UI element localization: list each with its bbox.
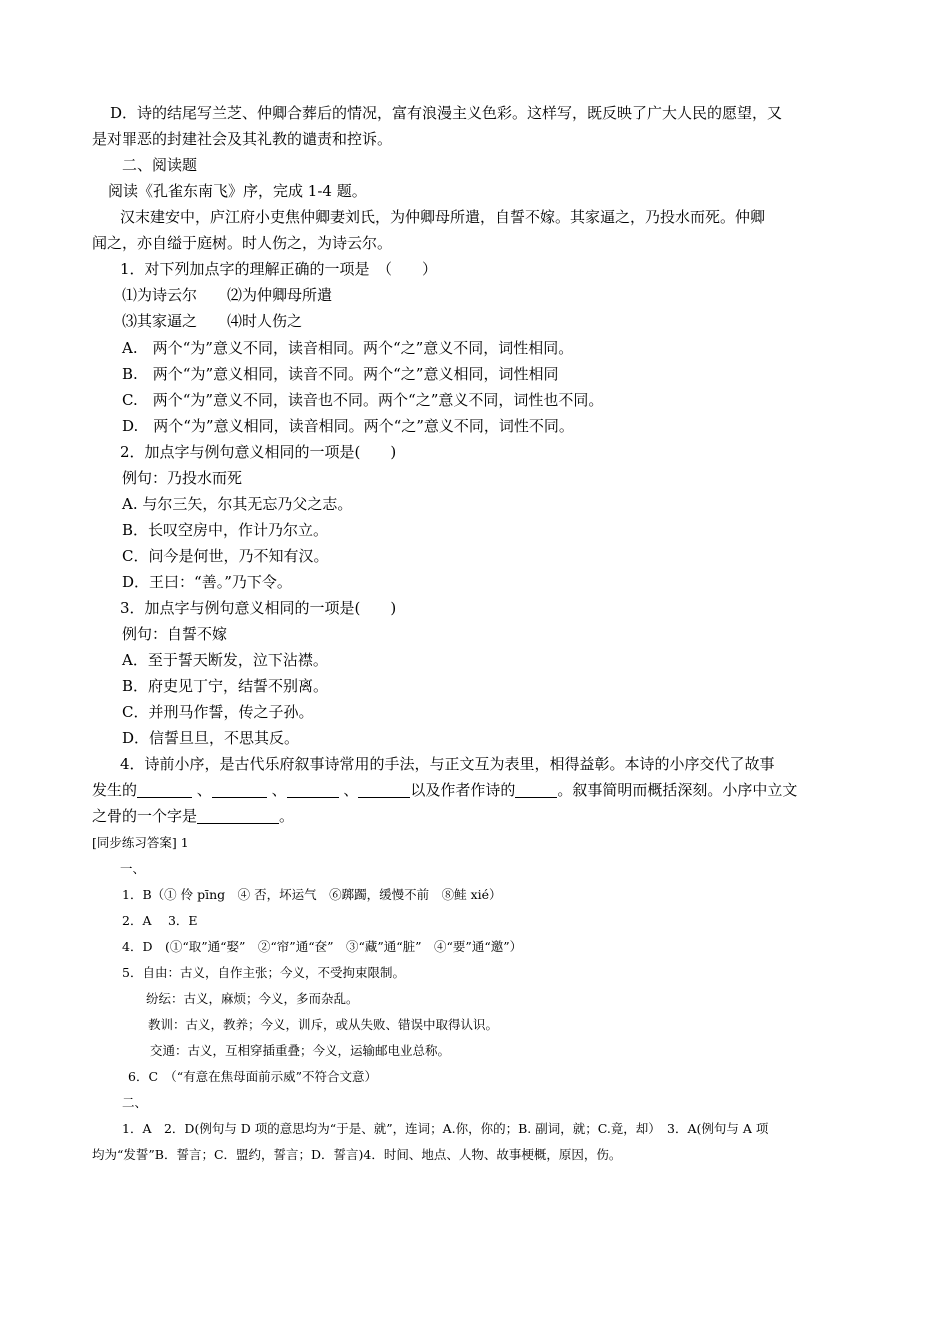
- question-2-option-c: C．问今是何世，乃不知有汉。: [122, 547, 329, 565]
- q4-line3-end: 。: [279, 807, 295, 825]
- question-2-option-a: A. 与尔三矢，尔其无忘乃父之志。: [122, 495, 353, 513]
- question-2-option-d: D．王曰：“善。”乃下令。: [122, 573, 292, 591]
- q4-text-start: 发生的: [92, 781, 138, 799]
- question-3-option-a: A．至于誓天断发，泣下沾襟。: [122, 651, 328, 669]
- question-2-stem: 2．加点字与例句意义相同的一项是( ): [120, 443, 397, 461]
- option-d-line1: D．诗的结尾写兰芝、仲卿合葬后的情况，富有浪漫主义色彩。这样写，既反映了广大人民的愿望，又: [110, 104, 783, 122]
- answer-4: 4．D (①“取”通“娶” ②“帘”通“奁” ③“藏”通“脏” ④“要”通“邀”）: [122, 939, 523, 954]
- q4-text-mid: 以及作者作诗的: [410, 781, 516, 799]
- option-d-line2: 是对罪恶的封建社会及其礼教的谴责和控诉。: [92, 130, 393, 148]
- question-1-stem: 1．对下列加点字的理解正确的一项是 （ ）: [120, 260, 438, 278]
- answer-blank-5[interactable]: [515, 783, 557, 798]
- q4-separator-2: 、: [271, 781, 287, 799]
- answer-5-line2: 纷纭：古义，麻烦；今义，多而杂乱。: [146, 991, 359, 1006]
- answer-2-3: 2．A 3．E: [122, 913, 198, 928]
- answer-blank-2[interactable]: [212, 783, 267, 798]
- question-3-option-c: C．并刑马作誓，传之子孙。: [122, 703, 314, 721]
- question-1-items-row2: ⑶其家逼之 ⑷时人伤之: [122, 312, 303, 330]
- answers-part2-line2: 均为“发誓”B．誓言；C．盟约，誓言；D．誓言)4．时间、地点、人物、故事梗概，原因，伤。: [92, 1147, 622, 1162]
- question-4-line3: [92, 806, 294, 826]
- q4-separator-1: 、: [196, 781, 212, 799]
- passage-line2: 闻之，亦自缢于庭树。时人伤之，为诗云尔。: [92, 234, 393, 252]
- answers-part2-line1: 1．A 2．D(例句与 D 项的意思均为“于是、就”，连词；A.你，你的；B. 副词，就；C.竟，却） 3．A(例句与 A 项: [122, 1121, 769, 1136]
- question-2-option-b: B．长叹空房中，作计乃尔立。: [122, 521, 329, 539]
- q4-line3-start: 之骨的一个字是: [92, 807, 198, 825]
- q4-separator-3: 、: [343, 781, 359, 799]
- answer-blank-1[interactable]: [137, 783, 192, 798]
- question-3-option-d: D．信誓旦旦，不思其反。: [122, 729, 300, 747]
- answer-1: 1．B（① 伶 pīng ④ 否，坏运气 ⑥踯躅，缓慢不前 ⑧鲑 xié）: [122, 887, 502, 902]
- question-3-stem: 3．加点字与例句意义相同的一项是( ): [120, 599, 397, 617]
- section-heading-reading: 二、阅读题: [122, 156, 198, 174]
- answer-6: 6．C （“有意在焦母面前示威”不符合文意）: [128, 1069, 378, 1084]
- passage-line1: 汉末建安中，庐江府小吏焦仲卿妻刘氏，为仲卿母所遣，自誓不嫁。其家逼之，乃投水而死。仲卿: [120, 208, 766, 226]
- question-1-option-a: A. 两个“为”意义不同，读音相同。两个“之”意义不同，词性相同。: [122, 339, 574, 357]
- q4-text-end: 。叙事简明而概括深刻。小序中立文: [557, 781, 798, 799]
- question-4-line2: [92, 780, 797, 800]
- question-3-example: 例句：自誓不嫁: [122, 625, 228, 643]
- answer-blank-4[interactable]: [358, 783, 410, 798]
- answers-section-1: 一、: [120, 861, 146, 876]
- question-4-line1: 4．诗前小序，是古代乐府叙事诗常用的手法，与正文互为表里，相得益彰。本诗的小序交代了故事: [120, 755, 775, 773]
- answer-5-line1: 5．自由：古义，自作主张；今义，不受拘束限制。: [122, 965, 405, 980]
- answers-section-2: 二、: [122, 1095, 148, 1110]
- question-1-option-b: B. 两个“为”意义相同，读音不同。两个“之”意义相同，词性相同: [122, 365, 559, 383]
- question-1-option-c: C. 两个“为”意义不同，读音也不同。两个“之”意义不同，词性也不同。: [122, 391, 604, 409]
- answers-title: [同步练习答案] 1: [92, 835, 189, 850]
- answer-blank-6[interactable]: [197, 809, 279, 824]
- question-2-example: 例句：乃投水而死: [122, 469, 243, 487]
- question-3-option-b: B．府吏见丁宁，结誓不别离。: [122, 677, 329, 695]
- question-1-items-row1: ⑴为诗云尔 ⑵为仲卿母所遣: [122, 286, 333, 304]
- answer-blank-3[interactable]: [287, 783, 339, 798]
- reading-instruction: 阅读《孔雀东南飞》序，完成 1-4 题。: [108, 182, 367, 200]
- answer-5-line3: 教训：古义，教养；今义，训斥，或从失败、错误中取得认识。: [148, 1017, 499, 1032]
- question-1-option-d: D. 两个“为”意义相同，读音相同。两个“之”意义不同，词性不同。: [122, 417, 574, 435]
- answer-5-line4: 交通：古义，互相穿插重叠；今义，运输邮电业总称。: [150, 1043, 451, 1058]
